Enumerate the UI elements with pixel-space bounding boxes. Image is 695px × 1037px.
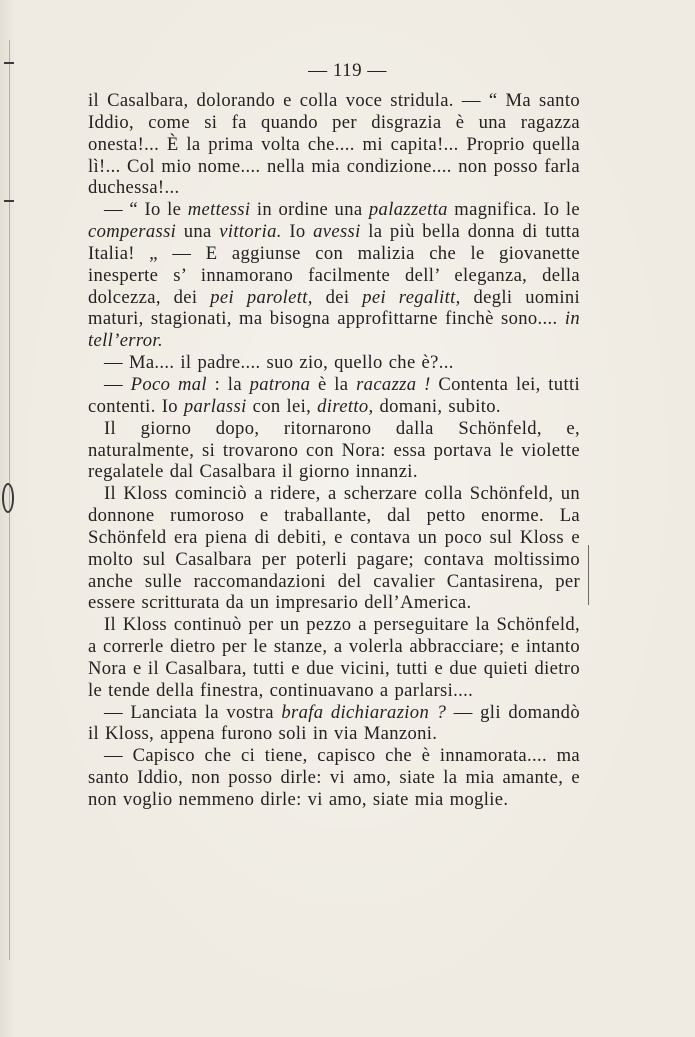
italic-text-run: in tell’error. — [88, 308, 580, 352]
paragraph — [88, 90, 580, 199]
text-run: dei — [312, 286, 363, 308]
text-run: la più bella donna di tutta Italia! „ — E aggiunse con malizia che le giovanette inesperte s’ innamorano facilmente dell’ eleganza, della dolcezza, dei — [88, 221, 580, 308]
text-run: è la — [310, 373, 357, 395]
paragraph — [88, 614, 580, 701]
text-run: — “ Io le — [104, 199, 188, 221]
paragraph — [88, 374, 580, 418]
text-run: Contenta lei, tutti contenti. Io — [88, 373, 580, 417]
italic-text-run: comperassi — [88, 221, 177, 243]
text-run: degli uomini maturi, stagionati, ma bisogna approfittarne finchè sono.... — [88, 286, 581, 330]
binding-tick — [4, 200, 14, 202]
text-run: una — [176, 221, 220, 243]
text-run: — Ma.... il padre.... suo zio, quello che è?... — [104, 352, 454, 374]
text-run: : la — [206, 373, 250, 395]
paragraph — [88, 352, 580, 374]
text-run: in ordine una — [250, 199, 369, 221]
italic-text-run: diretto, — [317, 395, 374, 417]
binding-hole — [2, 483, 14, 513]
text-run: con lei, — [246, 395, 318, 417]
page-binding-edge — [0, 0, 16, 1037]
paragraph — [88, 745, 580, 811]
text-run: — Lanciata la vostra — [104, 701, 282, 723]
text-run: — — [104, 373, 131, 395]
paragraph — [88, 418, 580, 484]
text-run: — Capisco che ci tiene, capisco che è innamorata.... ma santo Iddio, non posso dirle: vi amo, siate la mia amante, e non voglio nemmeno dirle: vi amo, siate mia moglie. — [88, 745, 580, 810]
text-run: magnifica. Io le — [447, 199, 580, 221]
italic-text-run: racazza ! — [356, 373, 431, 395]
text-run: il Casalbara, dolorando e colla voce stridula. — “ Ma santo Iddio, come si fa quando per disgrazia è una ragazza onesta!... È la prima volta che.... mi capita!... Proprio quella lì!... Col mio nome.... nella mia condizione.... non posso farla duchessa!... — [88, 90, 580, 199]
text-run: Il Kloss cominciò a ridere, a scherzare colla Schönfeld, un donnone rumoroso e traballante, dal petto enorme. La Schönfeld era piena di debiti, e contava un poco sul Kloss e molto sul Casalbara per poterli pagare; contava moltissimo anche sulle raccomandazioni del cavalier Cantasirena, per essere scritturata da un impresario dell’America. — [88, 483, 580, 614]
text-run: Il giorno dopo, ritornarono dalla Schönfeld, e, naturalmente, si trovarono con Nora: essa portava le violette regalatele dal Casalbara il giorno innanzi. — [88, 417, 580, 483]
text-run: — gli domandò il Kloss, appena furono soli in via Manzoni. — [88, 701, 580, 745]
italic-text-run: patrona — [249, 373, 311, 395]
italic-text-run: pei regalitt, — [362, 286, 461, 308]
italic-text-run: Poco mal — [130, 373, 207, 395]
italic-text-run: parlassi — [183, 395, 247, 417]
body-text — [88, 90, 580, 811]
italic-text-run: vittoria. — [219, 221, 282, 243]
italic-text-run: brafa dichiarazion ? — [281, 701, 447, 723]
italic-text-run: pei parolett, — [210, 286, 313, 308]
paragraph — [88, 199, 580, 352]
paragraph — [88, 702, 580, 746]
italic-text-run: mettessi — [187, 199, 251, 221]
page-number: — 119 — — [308, 60, 387, 81]
text-run: Io — [281, 221, 314, 243]
text-run: Il Kloss continuò per un pezzo a perseguitare la Schönfeld, a correrle dietro per le stanze, a volerla abbracciare; e intanto Nora e il Casalbara, tutti e due vicini, tutti e due quieti dietro le tende della finestra, continuavano a parlarsi.... — [88, 614, 580, 701]
italic-text-run: palazzetta — [368, 199, 448, 221]
margin-pencil-mark — [582, 545, 589, 605]
text-run: domani, subito. — [373, 395, 501, 417]
italic-text-run: avessi — [313, 221, 361, 243]
paragraph — [88, 483, 580, 614]
